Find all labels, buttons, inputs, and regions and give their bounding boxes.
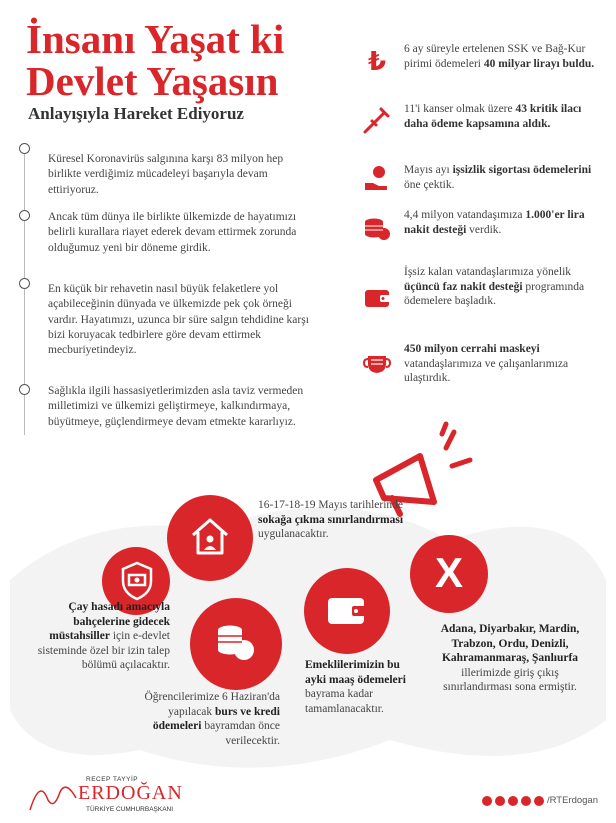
signature-bottom: TÜRKİYE CUMHURBAŞKANI (86, 806, 174, 813)
house-circle (167, 495, 253, 581)
coins-stack-icon (214, 620, 258, 666)
paragraph-1: Küresel Koronavirüs salgınına karşı 83 milyon hep birlikte verdiğimiz mücadeleyi başarıyla devam ettiriyoruz. (48, 153, 284, 196)
retiree-text: Emeklilerimizin bu ayki maaş ödemeleri bayrama kadar tamamlanacaktır. (305, 659, 406, 715)
signature-logo (26, 770, 186, 816)
hand-money-icon (362, 163, 392, 193)
measure-6: 450 milyon cerrahi maskeyi vatandaşlarımıza ve çalışanlarımıza ulaştırdık. (404, 343, 569, 384)
money-shield-icon (120, 561, 154, 601)
measure-1: 6 ay süreyle ertelenen SSK ve Bağ-Kur pirimi ödemeleri 40 milyar lirayı buldu. (404, 43, 595, 70)
coins-circle (190, 598, 282, 690)
timeline-bullet (19, 143, 30, 154)
student-text: Öğrencilerimize 6 Haziran'da yapılacak burs ve kredi ödemeleri bayramdan önce verilecektir. (144, 691, 280, 747)
paragraph-4: Sağlıkla ilgili hassasiyetlerimizden asla taviz vermeden milletimizi ve ülkemizi geliştirmeye, kalkındırmaya, büyütmeye, güçlendirmeye devam etmekte kararlıyız. (48, 385, 304, 428)
measure-2: 11'i kanser olmak üzere 43 kritik ilacı daha ödeme kapsamına aldık. (404, 103, 582, 130)
cities-text: Adana, Diyarbakır, Mardin, Trabzon, Ordu, Denizli, Kahramanmaraş, Şanlıurfa illerimizde giriş çıkış sınırlandırması sona ermiştir. (440, 623, 580, 693)
signature-top: RECEP TAYYİP (86, 776, 139, 783)
timeline-bullet (19, 384, 30, 395)
mask-icon (362, 348, 392, 378)
title-line-2: Devlet Yaşasın (26, 58, 279, 104)
page-title (26, 18, 346, 102)
lira-icon (362, 45, 392, 75)
measure-5: İşsiz kalan vatandaşlarımıza yönelik üçüncü faz nakit desteği programında ödemelere başladık. (404, 266, 585, 307)
measure-4: 4,4 milyon vatandaşımıza 1.000'er lira nakit desteği verdik. (404, 209, 585, 236)
social-handle[interactable]: /RTErdogan (546, 795, 598, 806)
syringe-icon (362, 105, 392, 135)
social-bar (482, 795, 598, 806)
svg-text:₺: ₺ (368, 47, 387, 75)
house-icon (190, 515, 230, 557)
paragraph-3: En küçük bir rehavetin nasıl büyük felaketlere yol açabileceğinin dünyada ve ülkemizde pek çok örneği vardır. Hayatımızı, uzunca bir süre salgın tehdidine karşı bizi koruyacak tedbirlere göre devam ettirmek mecburiyetindeyiz. (48, 283, 309, 357)
wallet-icon (362, 282, 392, 312)
timeline-bullet (19, 210, 30, 221)
measure-3: Mayıs ayı işsizlik sigortası ödemelerini öne çektik. (404, 164, 592, 191)
instagram-icon[interactable] (508, 796, 518, 806)
wallet-icon (326, 594, 368, 628)
youtube-icon[interactable] (521, 796, 531, 806)
page-subtitle: Anlayışıyla Hareket Ediyoruz (28, 104, 244, 123)
curfew-text: 16-17-18-19 Mayıs tarihlerinde sokağa çıkma sınırlandırması uygulanacaktır. (258, 499, 404, 540)
facebook-icon[interactable] (495, 796, 505, 806)
x-circle (410, 535, 488, 613)
paragraph-2: Ancak tüm dünya ile birlikte ülkemizde de hayatımızı belirli kurallara riayet ederek devam ettirmek zorunda olduğumuz yeni bir döneme girdik. (48, 211, 297, 254)
timeline-bullet (19, 278, 30, 289)
twitter-icon[interactable] (482, 796, 492, 806)
title-line-1: İnsanı Yaşat ki (26, 16, 285, 62)
signature-name: ERDOĞAN (78, 782, 183, 804)
web-icon[interactable] (534, 796, 544, 806)
x-mark: X (434, 549, 463, 596)
tea-harvest-text: Çay hasadı amacıyla bahçelerine gidecek müstahsiller için e-devlet sisteminde özel bir izin talep bölümü açılacaktır. (37, 601, 170, 671)
coins-icon (362, 214, 392, 244)
wallet-circle (304, 568, 390, 654)
